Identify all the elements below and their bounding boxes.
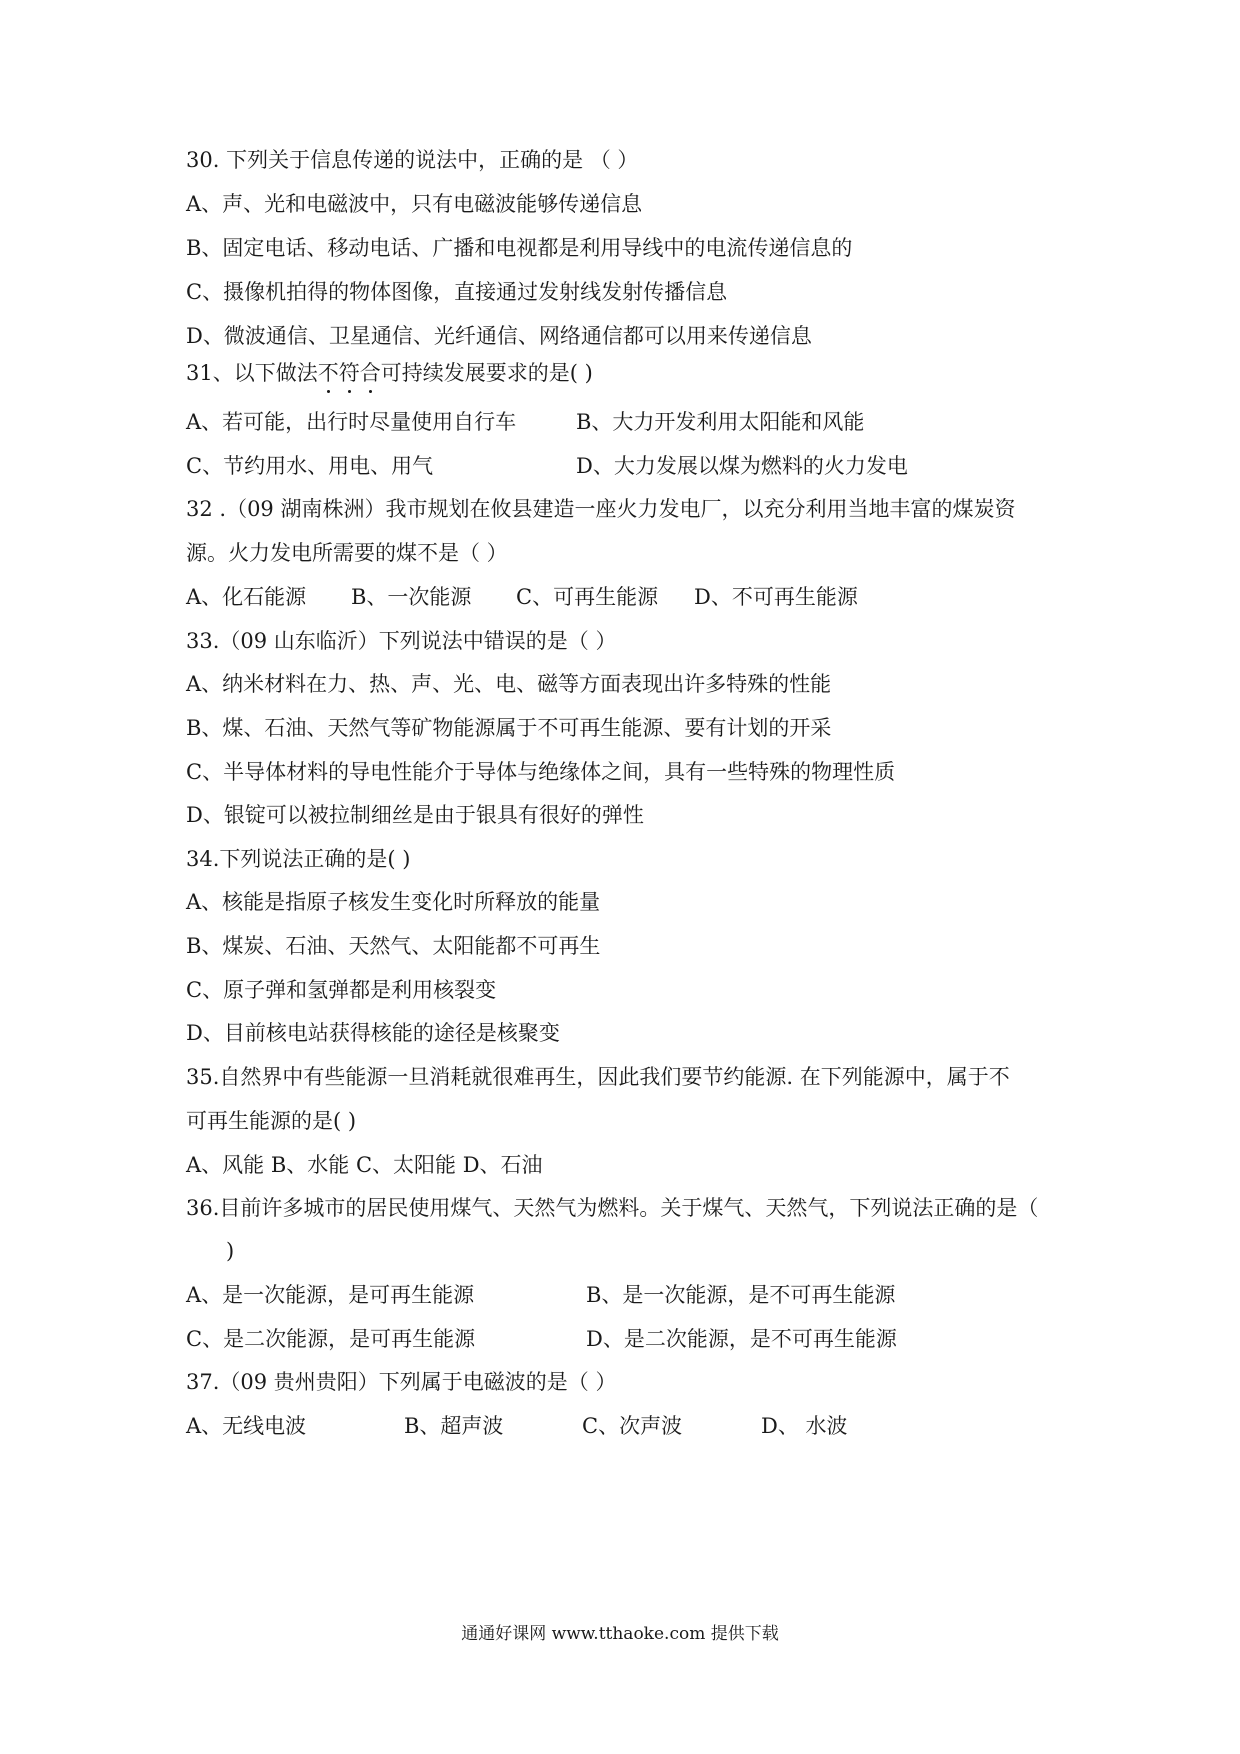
question-36-option-c: C、是二次能源，是可再生能源 <box>186 1327 476 1351</box>
question-35-stem-line-1: 35.自然界中有些能源一旦消耗就很难再生，因此我们要节约能源. 在下列能源中，属于不 <box>186 1065 1010 1089</box>
emphasis-dot-char: 合 <box>359 361 381 385</box>
question-34-stem: 34.下列说法正确的是( ) <box>186 847 411 871</box>
emphasis-dot-char: 符 <box>338 361 360 385</box>
question-30-option-d: D、微波通信、卫星通信、光纤通信、网络通信都可以用来传递信息 <box>186 324 812 348</box>
question-31-option-a: A、若可能，出行时尽量使用自行车 <box>186 410 517 434</box>
question-31-stem-pre: 31、以下做法 <box>186 361 318 385</box>
question-32-option-b: B、一次能源 <box>351 585 472 609</box>
question-32-option-c: C、可再生能源 <box>516 585 659 609</box>
question-34-option-d: D、目前核电站获得核能的途径是核聚变 <box>186 1021 560 1045</box>
question-37-option-a: A、无线电波 <box>186 1414 307 1438</box>
question-34-option-a: A、核能是指原子核发生变化时所释放的能量 <box>186 890 601 914</box>
question-31-stem-post: 可持续发展要求的是( ) <box>380 361 593 385</box>
question-33-option-b: B、煤、石油、天然气等矿物能源属于不可再生能源、要有计划的开采 <box>186 716 832 740</box>
question-36-option-d: D、是二次能源，是不可再生能源 <box>586 1327 897 1351</box>
question-37-option-c: C、次声波 <box>582 1414 683 1438</box>
question-32-option-a: A、化石能源 <box>186 585 307 609</box>
question-37-option-b: B、超声波 <box>404 1414 504 1438</box>
question-35-stem-line-2: 可再生能源的是( ) <box>186 1109 357 1133</box>
question-36-option-b: B、是一次能源，是不可再生能源 <box>586 1283 896 1307</box>
question-30-option-b: B、固定电话、移动电话、广播和电视都是利用导线中的电流传递信息的 <box>186 236 853 260</box>
question-32-stem-line-1: 32 .（09 湖南株洲）我市规划在攸县建造一座火力发电厂，以充分利用当地丰富的煤炭资 <box>186 497 1016 521</box>
question-32-stem-line-2: 源。火力发电所需要的煤不是（ ） <box>186 541 508 565</box>
question-34-option-b: B、煤炭、石油、天然气、太阳能都不可再生 <box>186 934 601 958</box>
question-37-option-d: D、 水波 <box>761 1414 848 1438</box>
question-37-stem: 37.（09 贵州贵阳）下列属于电磁波的是（ ） <box>186 1370 617 1394</box>
question-33-stem: 33.（09 山东临沂）下列说法中错误的是（ ） <box>186 629 617 653</box>
question-30-stem: 30. 下列关于信息传递的说法中，正确的是 （ ） <box>186 148 639 172</box>
question-31-option-b: B、大力开发利用太阳能和风能 <box>576 410 865 434</box>
question-36-stem-line-1: 36.目前许多城市的居民使用煤气、天然气为燃料。关于煤气、天然气，下列说法正确的是（ <box>186 1196 1039 1220</box>
question-33-option-a: A、纳米材料在力、热、声、光、电、磁等方面表现出许多特殊的性能 <box>186 672 832 696</box>
question-31-option-d: D、大力发展以煤为燃料的火力发电 <box>576 454 908 478</box>
question-35-options: A、风能 B、水能 C、太阳能 D、石油 <box>186 1153 543 1177</box>
question-30-option-c: C、摄像机拍得的物体图像，直接通过发射线发射传播信息 <box>186 280 728 304</box>
question-36-stem-line-2: ) <box>226 1239 235 1263</box>
question-33-option-c: C、半导体材料的导电性能介于导体与绝缘体之间，具有一些特殊的物理性质 <box>186 760 896 784</box>
question-36-option-a: A、是一次能源，是可再生能源 <box>186 1283 475 1307</box>
page-footer: 通通好课网 www.tthaoke.com 提供下载 <box>461 1624 779 1644</box>
question-31-option-c: C、节约用水、用电、用气 <box>186 454 434 478</box>
question-32-option-d: D、不可再生能源 <box>694 585 858 609</box>
question-31-stem <box>186 359 1090 387</box>
emphasis-dot-char: 不 <box>317 361 339 385</box>
question-30-option-a: A、声、光和电磁波中，只有电磁波能够传递信息 <box>186 192 643 216</box>
question-33-option-d: D、银锭可以被拉制细丝是由于银具有很好的弹性 <box>186 803 644 827</box>
question-34-option-c: C、原子弹和氢弹都是利用核裂变 <box>186 978 497 1002</box>
